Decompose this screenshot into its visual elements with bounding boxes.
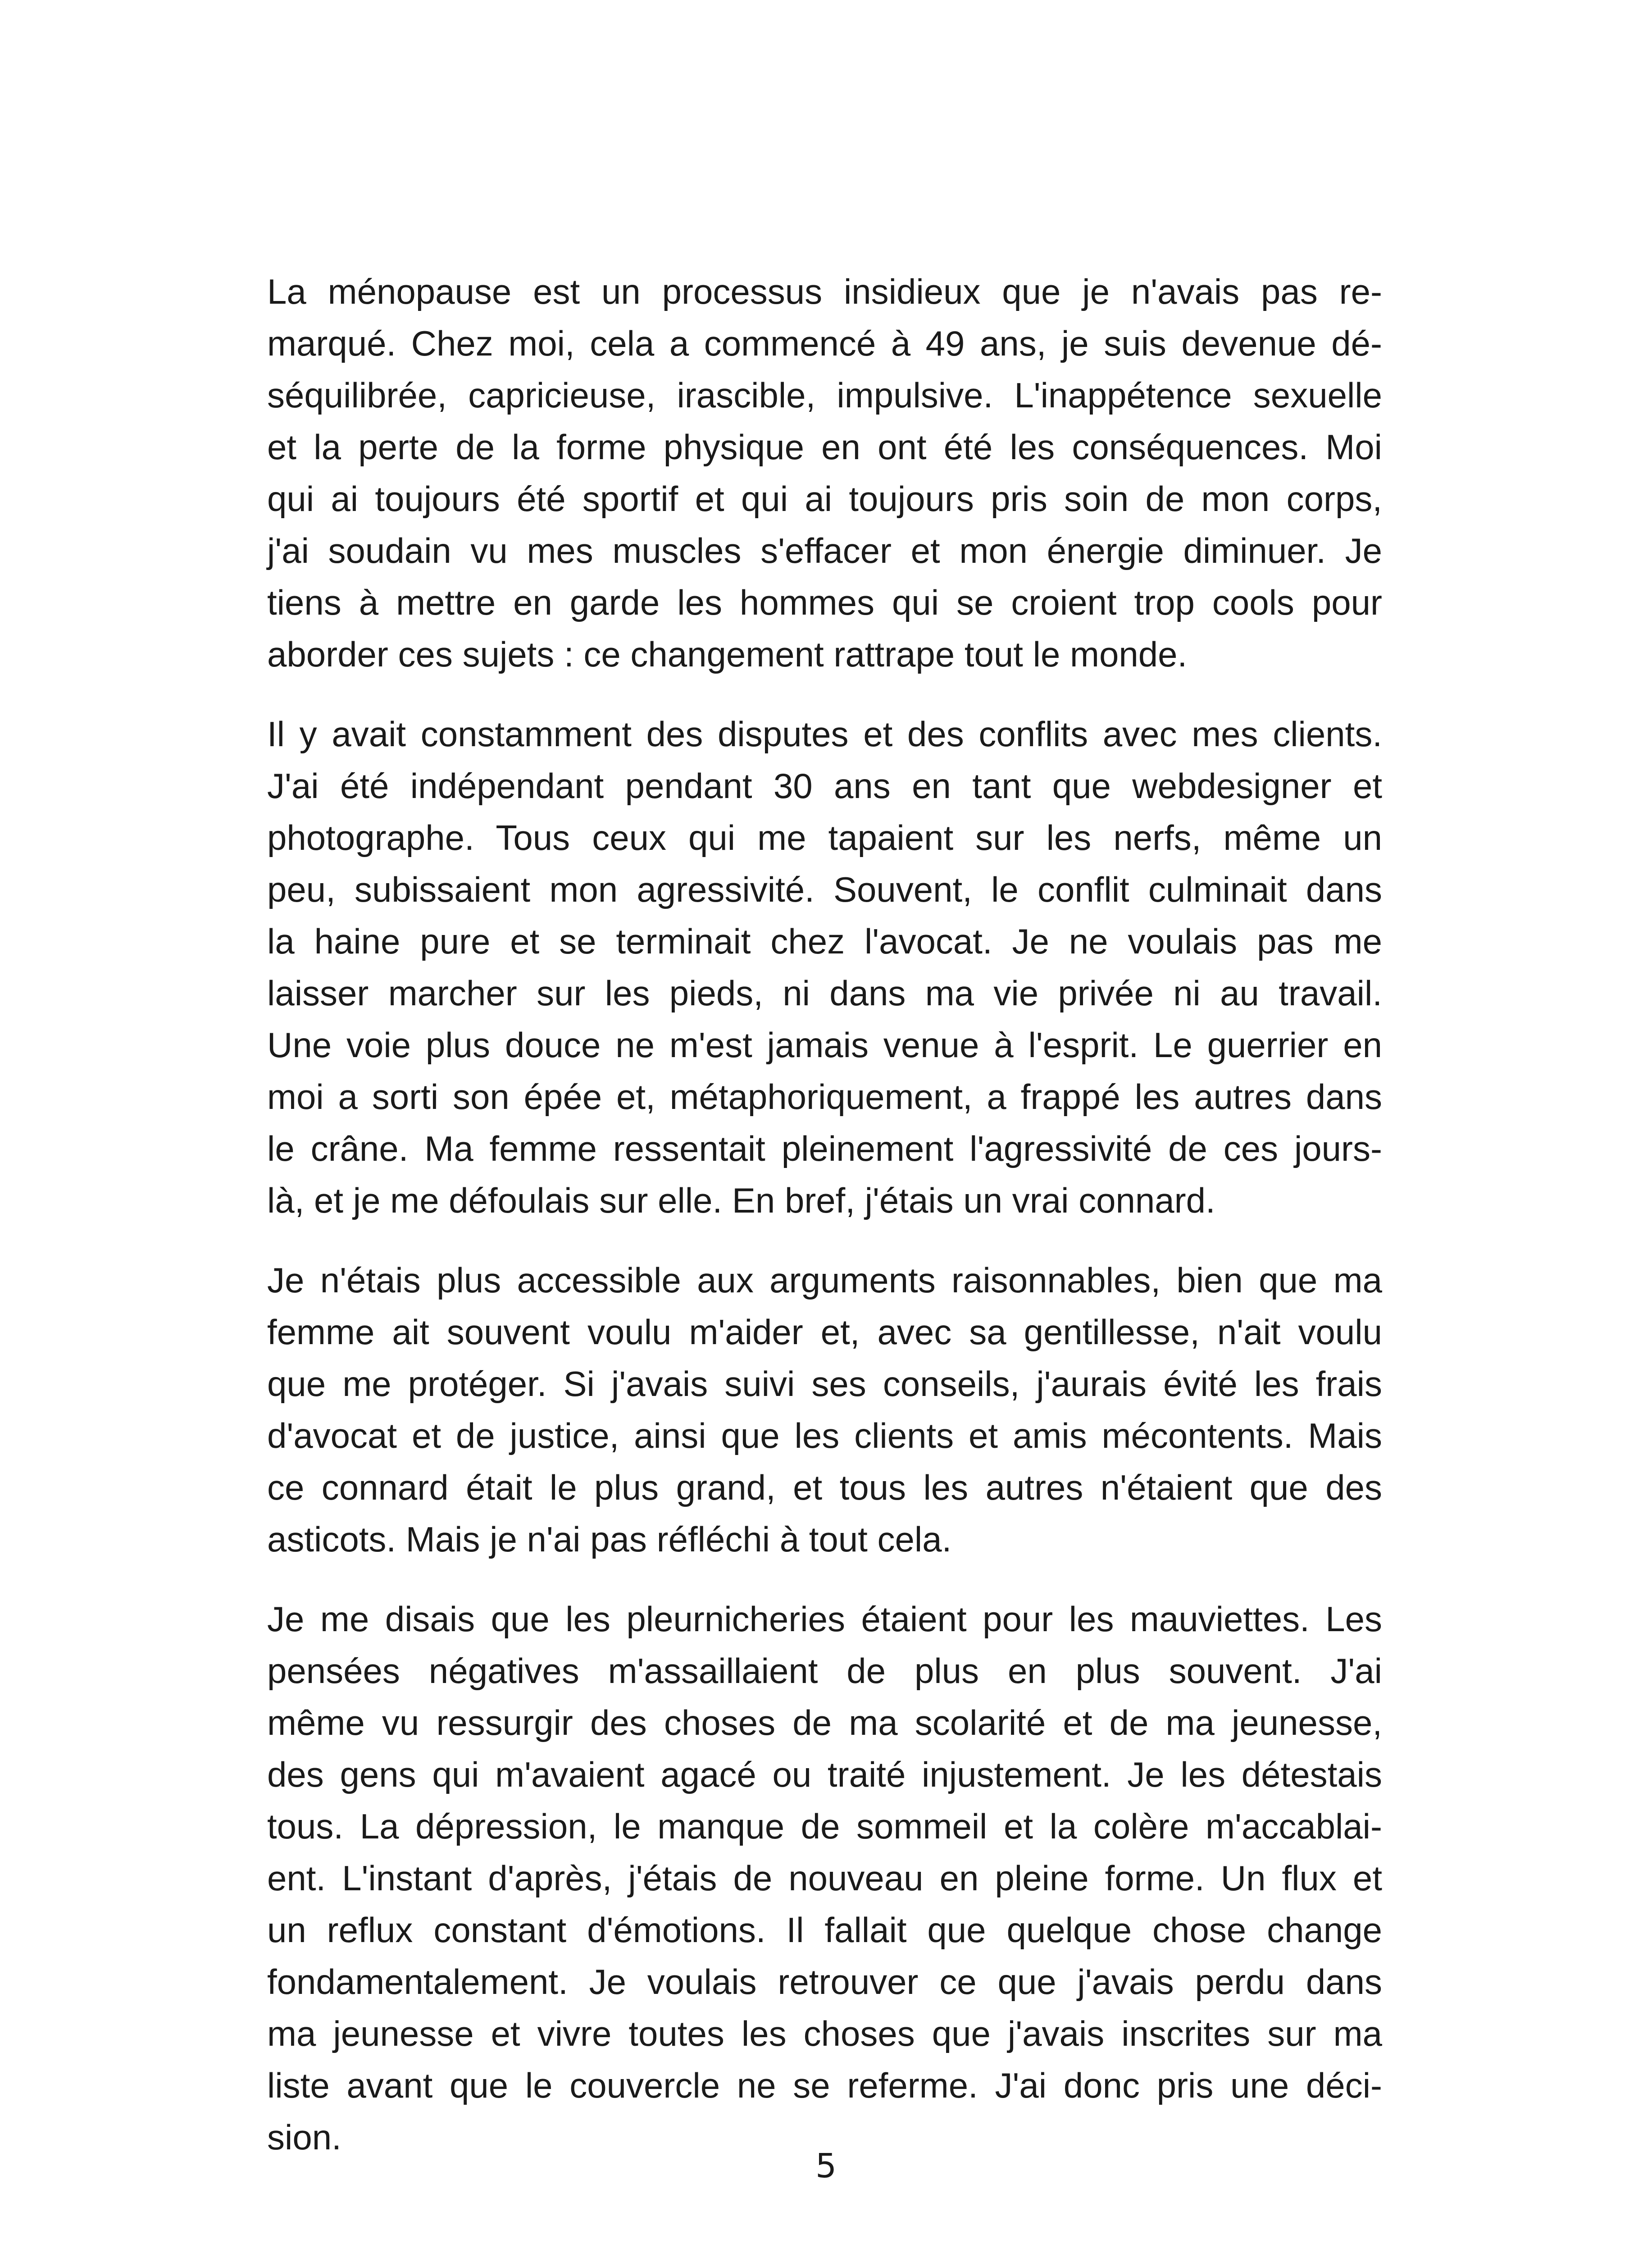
paragraph-2 xyxy=(267,708,1382,1227)
text-line: moi a sorti son épée et, métaphoriquement, a frappé les autres dans xyxy=(267,1077,1382,1117)
text-line: La ménopause est un processus insidieux que je n'avais pas re- xyxy=(267,272,1382,311)
text-line: femme ait souvent voulu m'aider et, avec sa gentillesse, n'ait voulu xyxy=(267,1312,1382,1352)
text-line: le crâne. Ma femme ressentait pleinement l'agressivité de ces jours- xyxy=(267,1129,1382,1168)
text-line: j'ai soudain vu mes muscles s'effacer et mon énergie diminuer. Je xyxy=(267,531,1382,570)
text-line: tous. La dépression, le manque de sommeil et la colère m'accablai- xyxy=(267,1806,1382,1846)
text-line: tiens à mettre en garde les hommes qui se croient trop cools pour xyxy=(267,583,1382,622)
text-line: Je n'étais plus accessible aux arguments raisonnables, bien que ma xyxy=(267,1260,1382,1300)
text-line: d'avocat et de justice, ainsi que les clients et amis mécontents. Mais xyxy=(267,1416,1382,1455)
text-line: séquilibrée, capricieuse, irascible, impulsive. L'inappétence sexuelle xyxy=(267,375,1382,415)
text-line: asticots. Mais je n'ai pas réfléchi à tout cela. xyxy=(267,1519,952,1559)
text-line: Je me disais que les pleurnicheries étaient pour les mauviettes. Les xyxy=(267,1599,1382,1639)
text-line: Il y avait constamment des disputes et des conflits avec mes clients. xyxy=(267,714,1382,754)
paragraph-1 xyxy=(267,266,1382,680)
text-line: pensées négatives m'assaillaient de plus en plus souvent. J'ai xyxy=(267,1651,1382,1691)
paragraph-3 xyxy=(267,1254,1382,1565)
text-line: ent. L'instant d'après, j'étais de nouveau en pleine forme. Un flux et xyxy=(267,1858,1382,1898)
text-line: que me protéger. Si j'avais suivi ses conseils, j'aurais évité les frais xyxy=(267,1364,1382,1404)
paragraph-4 xyxy=(267,1593,1382,2163)
text-line: photographe. Tous ceux qui me tapaient sur les nerfs, même un xyxy=(267,818,1382,857)
text-line: marqué. Chez moi, cela a commencé à 49 ans, je suis devenue dé- xyxy=(267,324,1382,363)
text-line: ma jeunesse et vivre toutes les choses que j'avais inscrites sur ma xyxy=(267,2014,1382,2053)
text-line: liste avant que le couvercle ne se referme. J'ai donc pris une déci- xyxy=(267,2066,1382,2105)
text-line: là, et je me défoulais sur elle. En bref, j'étais un vrai connard. xyxy=(267,1181,1215,1220)
text-line: qui ai toujours été sportif et qui ai toujours pris soin de mon corps, xyxy=(267,479,1382,519)
text-line: laisser marcher sur les pieds, ni dans ma vie privée ni au travail. xyxy=(267,973,1382,1013)
text-line: peu, subissaient mon agressivité. Souvent, le conflit culminait dans xyxy=(267,870,1382,909)
body-text xyxy=(267,266,1382,2191)
text-line: ce connard était le plus grand, et tous les autres n'étaient que des xyxy=(267,1468,1382,1507)
text-line: Une voie plus douce ne m'est jamais venue à l'esprit. Le guerrier en xyxy=(267,1025,1382,1065)
text-line: fondamentalement. Je voulais retrouver ce que j'avais perdu dans xyxy=(267,1962,1382,2002)
page-number: 5 xyxy=(815,2147,837,2185)
text-line: J'ai été indépendant pendant 30 ans en tant que webdesigner et xyxy=(267,766,1382,806)
text-line: aborder ces sujets : ce changement rattrape tout le monde. xyxy=(267,634,1188,674)
text-line: un reflux constant d'émotions. Il fallait que quelque chose change xyxy=(267,1910,1382,1950)
text-line: la haine pure et se terminait chez l'avocat. Je ne voulais pas me xyxy=(267,921,1382,961)
text-line: sion. xyxy=(267,2117,341,2157)
text-line: des gens qui m'avaient agacé ou traité injustement. Je les détestais xyxy=(267,1755,1382,1794)
text-line: et la perte de la forme physique en ont été les conséquences. Moi xyxy=(267,427,1382,467)
text-line: même vu ressurgir des choses de ma scolarité et de ma jeunesse, xyxy=(267,1703,1382,1742)
